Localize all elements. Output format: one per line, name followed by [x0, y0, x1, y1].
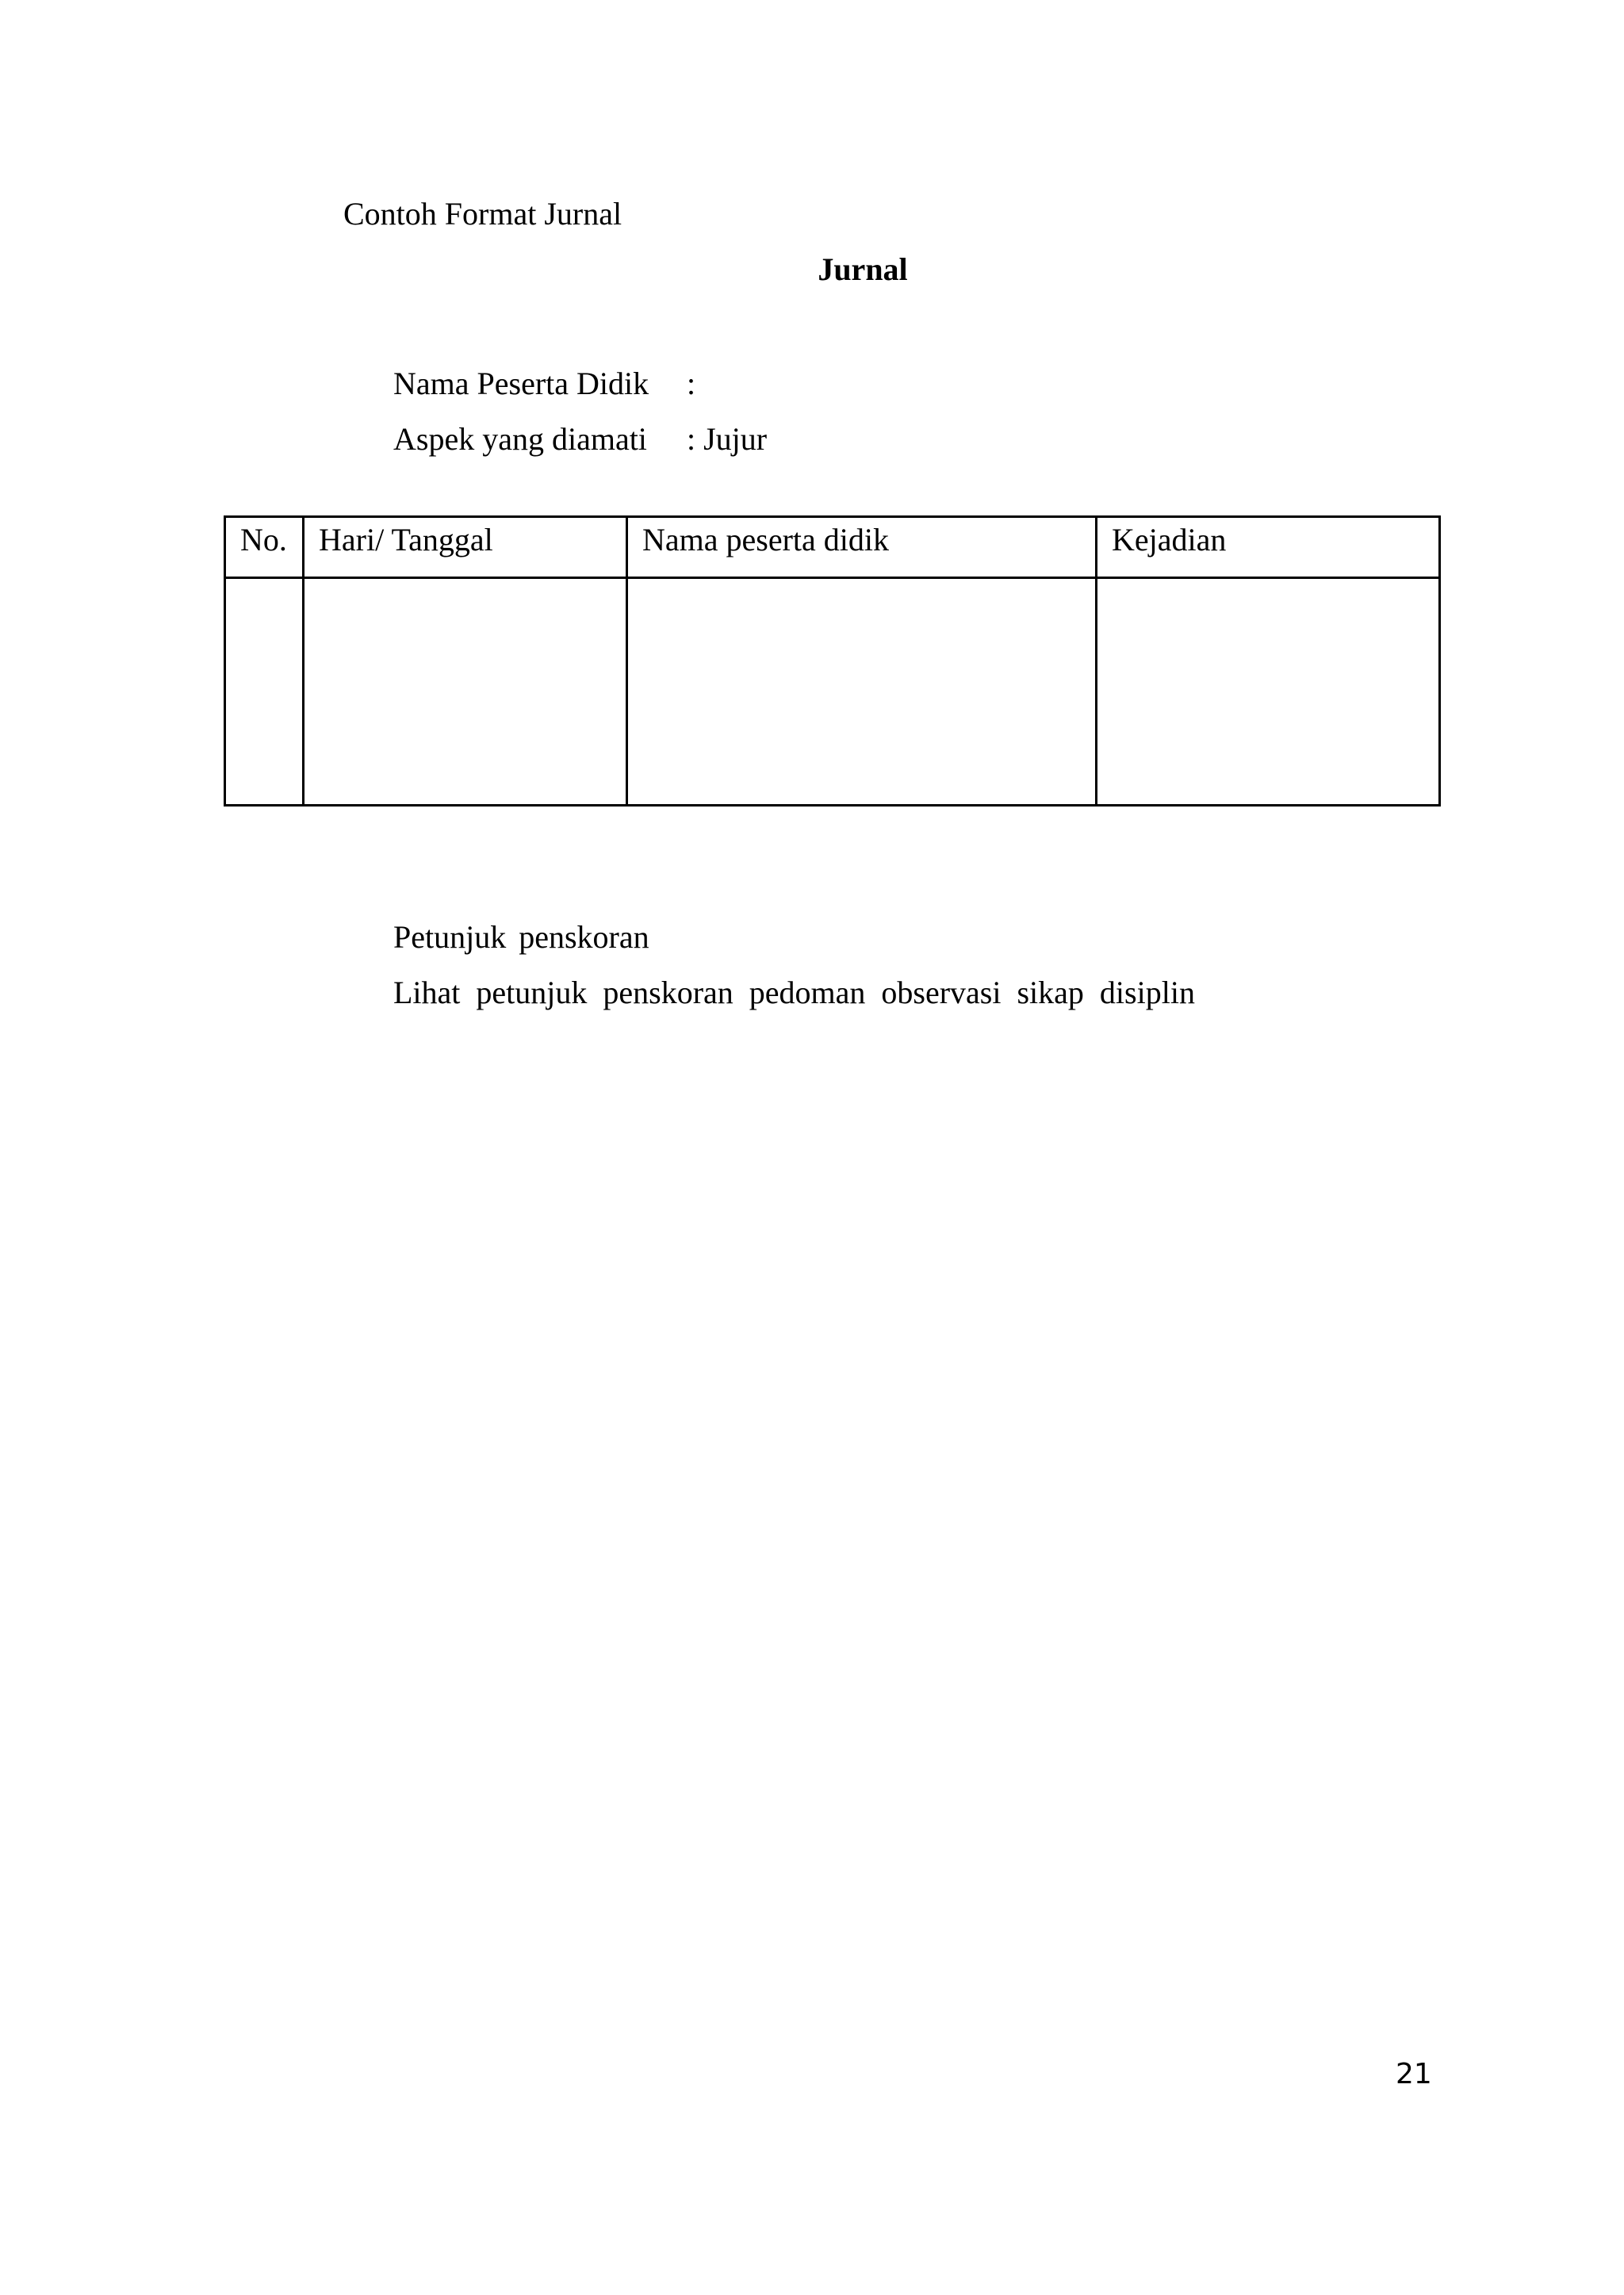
field-observed-aspect-value: : Jujur [687, 421, 768, 457]
table-row [225, 578, 1440, 806]
journal-table [224, 515, 1441, 807]
cell-day-date [304, 578, 627, 806]
table-header-row [225, 517, 1440, 578]
field-student-name-value: : [687, 366, 696, 401]
field-observed-aspect-label: Aspek yang diamati [393, 421, 647, 457]
scoring-title: Petunjuk penskoran [393, 919, 649, 955]
scoring-text: Lihat petunjuk penskoran pedoman observasi sikap disiplin [393, 975, 1195, 1010]
document-caption: Contoh Format Jurnal [343, 196, 622, 232]
cell-no [225, 578, 304, 806]
header-student-name: Nama peserta didik [627, 517, 1097, 578]
header-no: No. [225, 517, 304, 578]
field-student-name-label: Nama Peserta Didik [393, 366, 649, 401]
journal-title: Jurnal [818, 251, 908, 287]
page-number: 21 [1396, 2058, 1432, 2090]
cell-student-name [627, 578, 1097, 806]
header-day-date: Hari/ Tanggal [304, 517, 627, 578]
cell-event [1097, 578, 1440, 806]
header-event: Kejadian [1097, 517, 1440, 578]
